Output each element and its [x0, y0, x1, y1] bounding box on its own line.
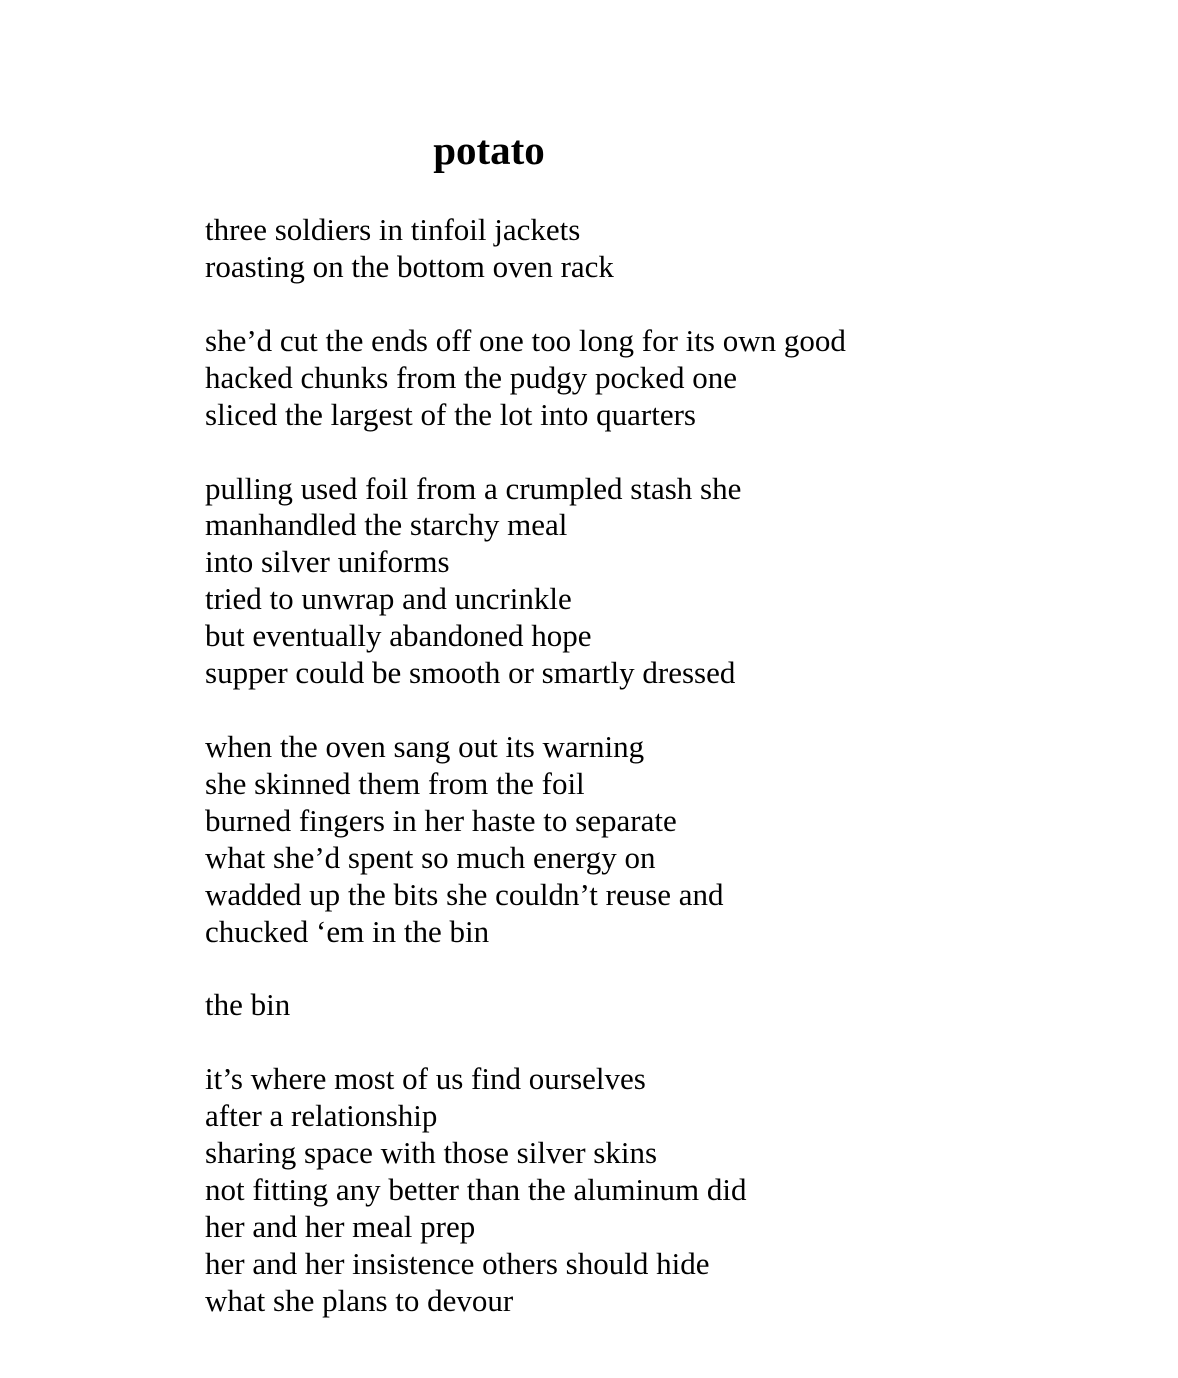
poem-line: the bin [205, 987, 291, 1023]
poem-line: what she’d spent so much energy on [205, 839, 656, 875]
poem-line: not fitting any better than the aluminum did [205, 1172, 747, 1208]
poem-line: but eventually abandoned hope [205, 618, 592, 654]
poem-line: it’s where most of us find ourselves [205, 1061, 646, 1097]
stanza-3 [205, 471, 1145, 692]
poem-line: into silver uniforms [205, 544, 450, 580]
stanza-5 [205, 987, 1145, 1024]
stanza-4 [205, 729, 1145, 950]
poem-line: tried to unwrap and uncrinkle [205, 581, 572, 617]
poem-line: sliced the largest of the lot into quarters [205, 396, 696, 432]
poem-line: wadded up the bits she couldn’t reuse and [205, 876, 724, 912]
poem-line: her and her meal prep [205, 1208, 476, 1244]
poem-line: manhandled the starchy meal [205, 507, 568, 543]
poem-line: she’d cut the ends off one too long for its own good [205, 322, 846, 358]
poem-line: what she plans to devour [205, 1282, 514, 1318]
poem-line: chucked ‘em in the bin [205, 913, 490, 949]
poem-line: sharing space with those silver skins [205, 1135, 658, 1171]
poem-line: three soldiers in tinfoil jackets [205, 212, 581, 247]
poem-line: supper could be smooth or smartly dressed [205, 655, 736, 691]
poem-line: roasting on the bottom oven rack [205, 248, 614, 284]
poem-line: after a relationship [205, 1098, 438, 1134]
poem-line: pulling used foil from a crumpled stash she [205, 470, 742, 506]
stanza-1 [205, 212, 1145, 286]
poem-title: potato [433, 127, 545, 173]
stanza-6 [205, 1061, 1145, 1319]
poem-line: her and her insistence others should hide [205, 1245, 710, 1281]
poem-line: hacked chunks from the pudgy pocked one [205, 359, 738, 395]
poem-line: she skinned them from the foil [205, 765, 585, 801]
poem-line: burned fingers in her haste to separate [205, 802, 677, 838]
poem-line: when the oven sang out its warning [205, 728, 645, 764]
poem-body [205, 212, 1145, 1357]
stanza-2 [205, 323, 1145, 434]
